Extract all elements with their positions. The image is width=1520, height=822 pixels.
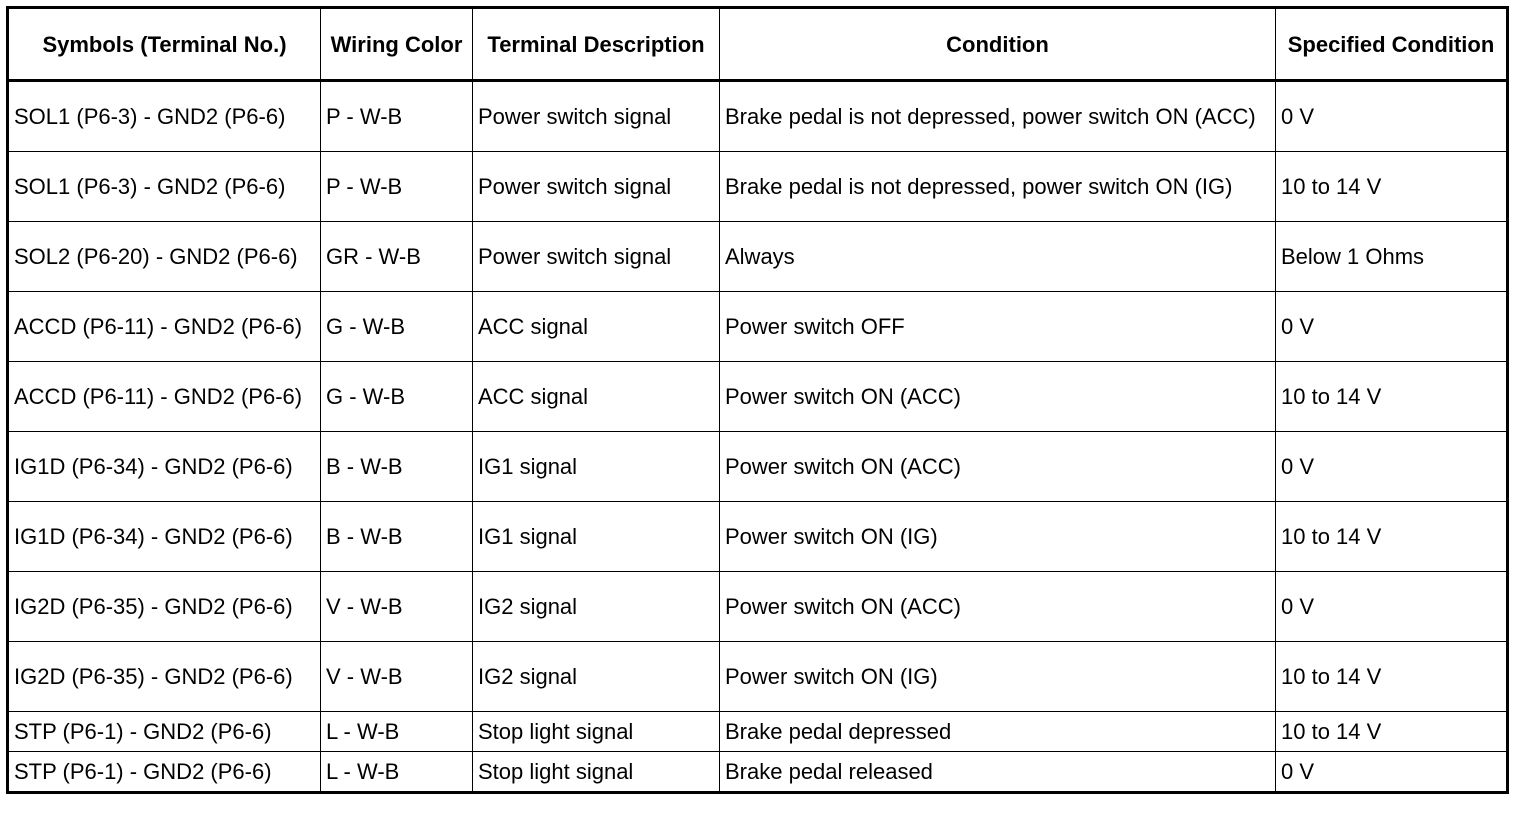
cell-specified-condition: 0 V [1276, 752, 1508, 793]
table-row [8, 642, 1508, 712]
cell-terminal-description: IG2 signal [473, 572, 720, 642]
cell-specified-condition: 10 to 14 V [1276, 362, 1508, 432]
cell-wiring-color: L - W-B [321, 752, 473, 793]
cell-specified-condition: 10 to 14 V [1276, 642, 1508, 712]
header-wiring-color: Wiring Color [321, 8, 473, 81]
cell-terminal-description: Power switch signal [473, 222, 720, 292]
cell-symbols: ACCD (P6-11) - GND2 (P6-6) [8, 292, 321, 362]
cell-terminal-description: Power switch signal [473, 81, 720, 152]
header-symbols: Symbols (Terminal No.) [8, 8, 321, 81]
cell-wiring-color: L - W-B [321, 712, 473, 752]
header-condition: Condition [720, 8, 1276, 81]
table-row [8, 222, 1508, 292]
cell-symbols: ACCD (P6-11) - GND2 (P6-6) [8, 362, 321, 432]
cell-wiring-color: B - W-B [321, 502, 473, 572]
cell-condition: Power switch ON (IG) [720, 502, 1276, 572]
table-row [8, 292, 1508, 362]
cell-terminal-description: Stop light signal [473, 752, 720, 793]
cell-terminal-description: ACC signal [473, 362, 720, 432]
cell-terminal-description: Stop light signal [473, 712, 720, 752]
cell-condition: Brake pedal is not depressed, power switch ON (ACC) [720, 81, 1276, 152]
cell-condition: Power switch ON (IG) [720, 642, 1276, 712]
cell-specified-condition: 0 V [1276, 81, 1508, 152]
cell-terminal-description: IG1 signal [473, 502, 720, 572]
cell-wiring-color: G - W-B [321, 362, 473, 432]
cell-symbols: STP (P6-1) - GND2 (P6-6) [8, 712, 321, 752]
cell-condition: Brake pedal depressed [720, 712, 1276, 752]
cell-specified-condition: 0 V [1276, 572, 1508, 642]
cell-terminal-description: IG1 signal [473, 432, 720, 502]
cell-terminal-description: IG2 signal [473, 642, 720, 712]
cell-specified-condition: 10 to 14 V [1276, 502, 1508, 572]
cell-wiring-color: B - W-B [321, 432, 473, 502]
cell-terminal-description: ACC signal [473, 292, 720, 362]
table-row [8, 152, 1508, 222]
cell-symbols: SOL2 (P6-20) - GND2 (P6-6) [8, 222, 321, 292]
cell-specified-condition: 10 to 14 V [1276, 152, 1508, 222]
cell-wiring-color: V - W-B [321, 642, 473, 712]
cell-symbols: IG1D (P6-34) - GND2 (P6-6) [8, 432, 321, 502]
cell-symbols: IG2D (P6-35) - GND2 (P6-6) [8, 642, 321, 712]
table-body [8, 81, 1508, 793]
cell-specified-condition: 10 to 14 V [1276, 712, 1508, 752]
table-row [8, 502, 1508, 572]
cell-condition: Power switch ON (ACC) [720, 362, 1276, 432]
table-row [8, 81, 1508, 152]
table-header [8, 8, 1508, 81]
header-row [8, 8, 1508, 81]
cell-condition: Power switch ON (ACC) [720, 432, 1276, 502]
cell-symbols: IG2D (P6-35) - GND2 (P6-6) [8, 572, 321, 642]
cell-wiring-color: G - W-B [321, 292, 473, 362]
cell-wiring-color: V - W-B [321, 572, 473, 642]
table-row [8, 752, 1508, 793]
terminal-spec-table-container [6, 6, 1506, 794]
cell-symbols: SOL1 (P6-3) - GND2 (P6-6) [8, 81, 321, 152]
cell-condition: Power switch ON (ACC) [720, 572, 1276, 642]
cell-condition: Brake pedal is not depressed, power switch ON (IG) [720, 152, 1276, 222]
cell-symbols: IG1D (P6-34) - GND2 (P6-6) [8, 502, 321, 572]
header-terminal-description: Terminal Description [473, 8, 720, 81]
table-row [8, 432, 1508, 502]
terminal-spec-table [6, 6, 1509, 794]
cell-wiring-color: P - W-B [321, 81, 473, 152]
cell-condition: Always [720, 222, 1276, 292]
cell-specified-condition: 0 V [1276, 292, 1508, 362]
cell-specified-condition: 0 V [1276, 432, 1508, 502]
cell-condition: Power switch OFF [720, 292, 1276, 362]
cell-wiring-color: P - W-B [321, 152, 473, 222]
table-row [8, 712, 1508, 752]
header-specified-condition: Specified Condition [1276, 8, 1508, 81]
table-row [8, 572, 1508, 642]
cell-condition: Brake pedal released [720, 752, 1276, 793]
cell-symbols: SOL1 (P6-3) - GND2 (P6-6) [8, 152, 321, 222]
cell-terminal-description: Power switch signal [473, 152, 720, 222]
table-row [8, 362, 1508, 432]
cell-wiring-color: GR - W-B [321, 222, 473, 292]
cell-specified-condition: Below 1 Ohms [1276, 222, 1508, 292]
cell-symbols: STP (P6-1) - GND2 (P6-6) [8, 752, 321, 793]
